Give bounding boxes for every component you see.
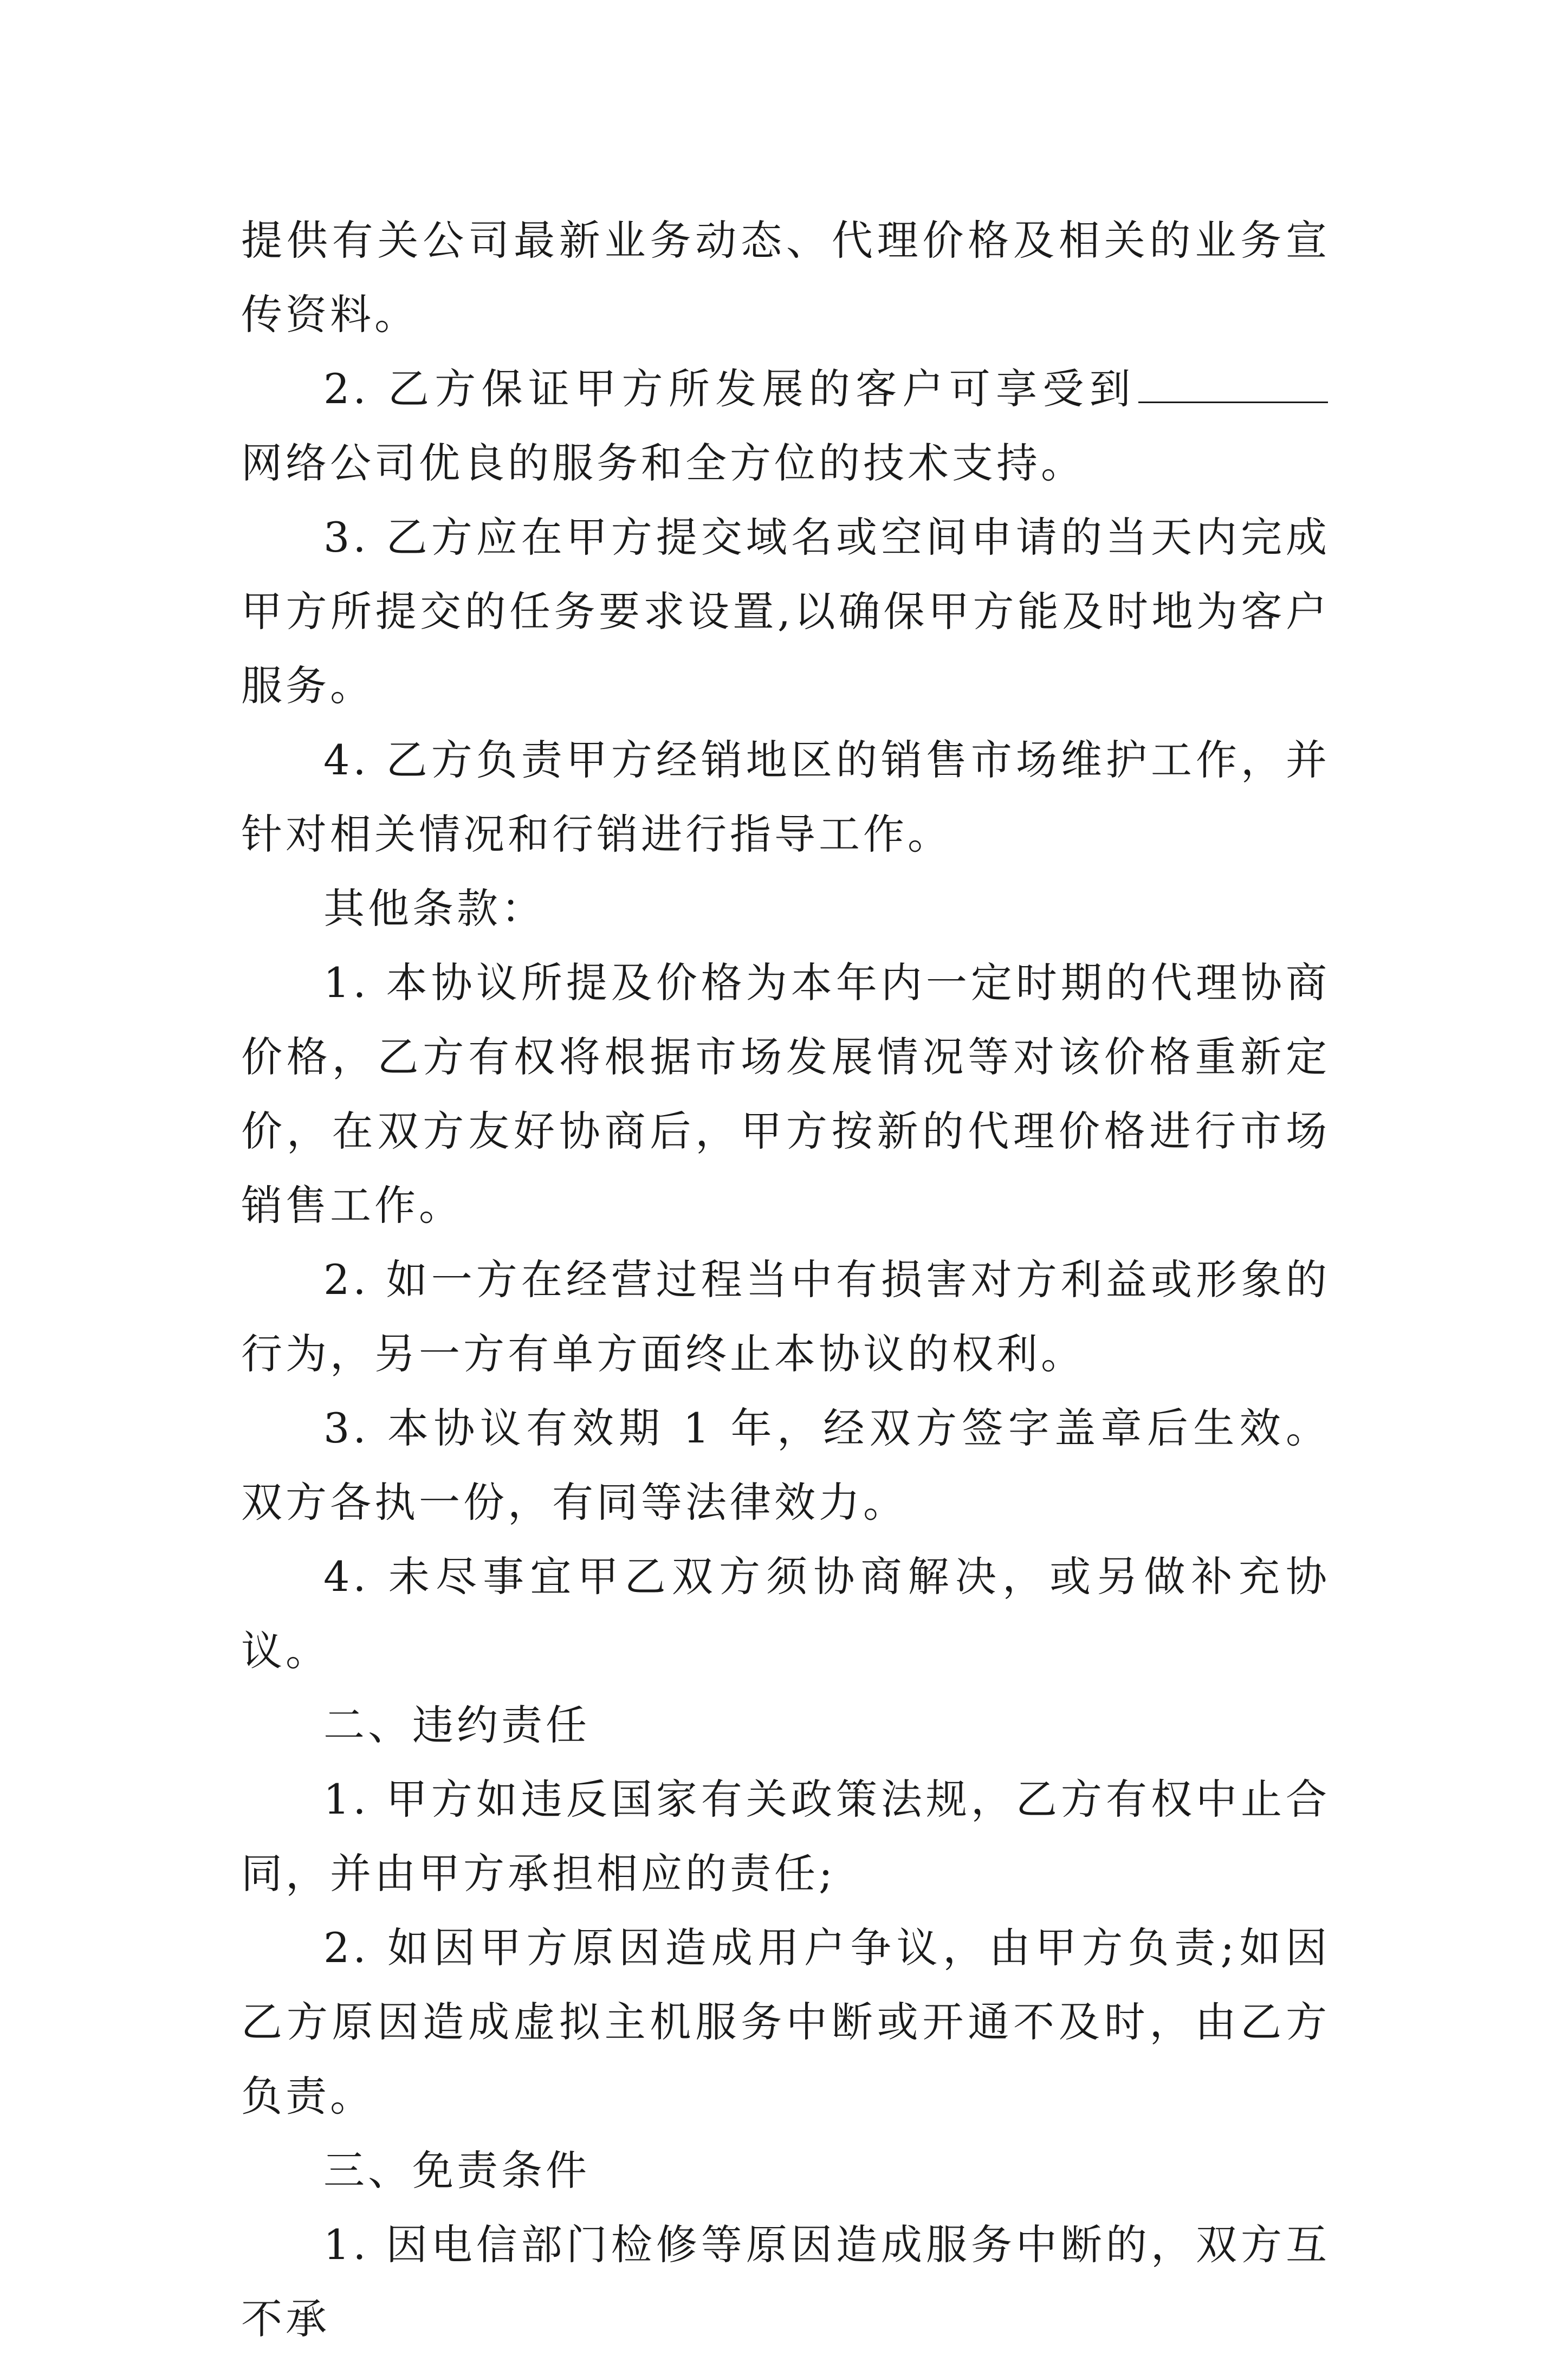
paragraph-continuation: 提供有关公司最新业务动态、代理价格及相关的业务宣传资料。 [241,216,1330,339]
clause-text-after-blank: 网络公司优良的服务和全方位的技术支持。 [241,439,1085,487]
section-heading-exemption: 三、免责条件 [323,2146,590,2195]
fill-in-blank [1138,364,1328,403]
section-heading-other-terms: 其他条款： [323,884,546,933]
paragraph-clause-2-service [241,352,1330,500]
paragraph-other-2-termination: 2. 如一方在经营过程当中有损害对方利益或形象的行为，另一方有单方面终止本协议的权利。 [241,1255,1330,1378]
paragraph-clause-3-setup: 3. 乙方应在甲方提交域名或空间申请的当天内完成甲方所提交的任务要求设置,以确保甲方能及时地为客户服务。 [241,513,1330,710]
section-heading-breach: 二、违约责任 [323,1701,590,1749]
clause-text-before-blank: 2. 乙方保证甲方所发展的客户可享受到 [323,365,1136,413]
paragraph-breach-1: 1. 甲方如违反国家有关政策法规，乙方有权中止合同，并由甲方承担相应的责任; [241,1775,1330,1898]
paragraph-other-4-unresolved: 4. 未尽事宜甲乙双方须协商解决，或另做补充协议。 [241,1552,1330,1675]
paragraph-breach-2: 2. 如因甲方原因造成用户争议，由甲方负责;如因乙方原因造成虚拟主机服务中断或开通不及时，由乙方负责。 [241,1924,1330,2120]
paragraph-clause-4-market: 4. 乙方负责甲方经销地区的销售市场维护工作，并针对相关情况和行销进行指导工作。 [241,736,1330,858]
paragraph-exemption-1: 1. 因电信部门检修等原因造成服务中断的，双方互不承 [241,2221,1330,2343]
paragraph-other-1-pricing: 1. 本协议所提及价格为本年内一定时期的代理协商价格，乙方有权将根据市场发展情况等对该价格重新定价，在双方友好协商后，甲方按新的代理价格进行市场销售工作。 [241,959,1330,1229]
paragraph-other-3-validity: 3. 本协议有效期 1 年，经双方签字盖章后生效。双方各执一份，有同等法律效力。 [241,1404,1330,1526]
document-body [241,203,1330,2356]
